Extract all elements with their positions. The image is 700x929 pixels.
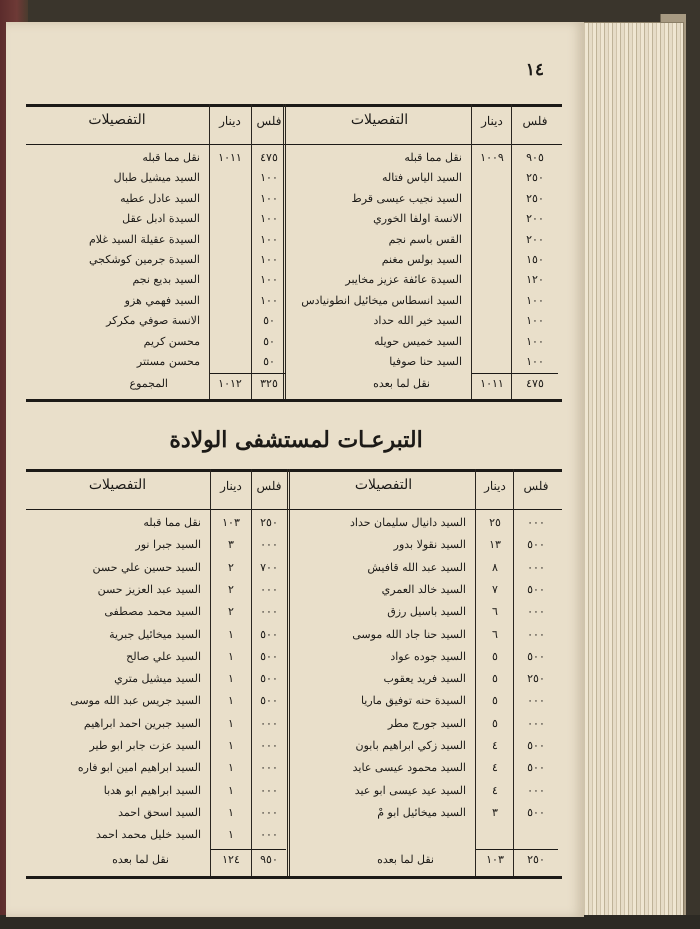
table2-right-row-details: السيد حنا جاد الله موسى	[352, 627, 466, 641]
table2-left-row-fils: ٠٠٠	[260, 739, 278, 752]
table1-left-row-details: محسن كريم	[143, 334, 200, 348]
table1-left-row-dinar	[210, 270, 250, 290]
table2-left-row-dinar: ١	[228, 649, 234, 663]
table2-left-row-details: السيد ابراهيم ابو هدبا	[103, 783, 201, 797]
table1-left-total-dinar: ١٠١٢	[218, 377, 242, 391]
table2-right-row-details: السيد جوده عواد	[390, 649, 466, 663]
table2-left-row-details: نقل مما قبله	[143, 516, 201, 529]
table2-left-row-fils: ٠٠٠	[260, 538, 278, 552]
table1-right-row-dinar	[472, 168, 512, 188]
table1-left-row-fils: ١٠٠	[260, 212, 278, 226]
table2-right-row-fils: ٠٠٠	[527, 783, 545, 797]
table2-left-row-fils: ٠٠٠	[260, 783, 278, 797]
table1-left-total-fils: ٣٢٥	[260, 377, 278, 391]
table2-right-row-dinar: ٥	[492, 716, 498, 730]
table1-left-row-fils: ١٠٠	[260, 232, 278, 246]
table1-right-row-fils: ١٠٠	[526, 314, 544, 328]
table2-right-row-fils: ٥٠٠	[527, 761, 545, 775]
table2-left-row-details: السيد ابراهيم امين ابو فاره	[77, 761, 201, 775]
table2-right-header-details: التفصيلات	[354, 477, 413, 493]
table2-right-row-fils: ٥٠٠	[527, 739, 545, 752]
table2-right-row-details: السيد جورج مطر	[387, 716, 466, 730]
table2-right-row-fils: ٠٠٠	[527, 605, 545, 619]
table1-header-rule	[26, 144, 562, 145]
table1-right-row-fils: ١٥٠	[526, 253, 544, 266]
table2-right-row-fils: ٥٠٠	[527, 649, 545, 663]
table2-right-row-fils: ٠٠٠	[527, 627, 545, 641]
table2-header-rule	[26, 509, 562, 510]
table2-left-row-fils: ٠٠٠	[260, 828, 278, 842]
table1-right-row-details: السيد حنا صوفيا	[389, 355, 462, 368]
table1-left-row-details: السيد فهمي هزو	[124, 293, 200, 307]
table2-right-row-details: السيد باسيل رزق	[387, 605, 466, 619]
table2-right-row-details: السيد خالد العمري	[381, 582, 466, 596]
table1-left-row-fils: ١٠٠	[260, 273, 278, 287]
table1-left-row-details: محسن مستتر	[136, 355, 200, 368]
table2-top-rule	[26, 469, 562, 472]
table1-left-row-dinar	[210, 311, 250, 331]
table1-left-row-details: السيد ميشيل طبال	[113, 171, 200, 185]
table2-left-row-dinar: ٢	[228, 605, 234, 619]
table1-right-row-fils: ٢٠٠	[526, 232, 544, 246]
table2-left-row-dinar: ١	[228, 672, 234, 686]
table1-right-row-details: السيد الياس فتاله	[382, 171, 462, 185]
table2-right-row-fils: ٥٠٠	[527, 582, 545, 596]
table1-right-row-fils: ١٢٠	[526, 273, 544, 287]
table1-right-row-fils: ٢٠٠	[526, 212, 544, 226]
table1-left-row-details: الانسة صوفي مكركر	[106, 314, 200, 328]
table2-right-row-dinar: ٦	[492, 627, 498, 641]
table1-top-rule	[26, 104, 562, 107]
table1-left-row-dinar	[210, 291, 250, 311]
table1-right-total-dinar: ١٠١١	[480, 377, 504, 391]
table1-left-total-details: المجموع	[129, 377, 168, 391]
table2-right-header-fils: فلس	[523, 479, 549, 493]
table1-right-row-details: السيد نجيب عيسى قرط	[351, 191, 462, 205]
table2-left-row-dinar: ١٠٣	[222, 516, 240, 529]
section-title: التبرعـات لمستشفى الولادة	[169, 427, 423, 453]
table2-left-total-dinar: ١٢٤	[222, 852, 240, 866]
table2-right-row-dinar: ٧	[492, 582, 498, 596]
table2-left-row-dinar: ١	[228, 627, 234, 641]
table2-left-row-details: السيد ميشيل متري	[114, 672, 201, 686]
table1-left-row-dinar	[210, 332, 250, 352]
table1-left-row-details: السيد عادل عطيه	[120, 191, 200, 205]
table2-left-row-details: السيد خليل محمد احمد	[95, 828, 201, 842]
table2-left-row-dinar: ١	[228, 716, 234, 730]
page-edges	[580, 22, 684, 917]
table1-left-row-details: السيد بديع نجم	[132, 273, 200, 287]
table2-left-total-details: نقل لما بعده	[112, 852, 169, 866]
table2-right-row-details: السيد محمود عيسى عايد	[352, 761, 466, 775]
table2-left-row-fils: ٧٠٠	[260, 560, 278, 574]
table2-left-row-details: السيد عزت جابر ابو طير	[89, 739, 201, 752]
table1-left-row-fils: ٥٠	[263, 355, 275, 368]
table2-left-row-fils: ٥٠٠	[260, 672, 278, 686]
table2-right-row-fils: ٠٠٠	[527, 716, 545, 730]
table2-right-row-details: السيد عبد الله قافيش	[367, 560, 466, 574]
table1-left-row-dinar	[210, 230, 250, 250]
table2-right-row-dinar: ٤	[492, 739, 498, 752]
table2-right-total-dinar: ١٠٣	[486, 852, 504, 866]
table1-right-row-details: السيدة عائفة عزيز مخايبر	[345, 273, 462, 287]
table1-right-row-details: السيد خير الله حداد	[373, 314, 462, 328]
table2-right-row-dinar: ٦	[492, 605, 498, 619]
table1-right-row-details: القس باسم نجم	[388, 232, 462, 246]
table1-left-row-dinar	[210, 168, 250, 188]
table2-left-row-details: السيد علي صالح	[126, 649, 201, 663]
table1-left-row-fils: ٤٧٥	[260, 151, 278, 164]
table1-left-row-dinar	[210, 352, 250, 372]
table1-right-total-details: نقل لما بعده	[373, 377, 430, 391]
table1-left-row-fils: ٥٠	[263, 334, 275, 348]
table1-right-row-fils: ٢٥٠	[526, 191, 544, 205]
table1-right-header-fils: فلس	[522, 114, 548, 128]
table2-left-row-fils: ٥٠٠	[260, 627, 278, 641]
table1-left-row-dinar	[210, 189, 250, 209]
table1-left-row-fils: ٥٠	[263, 314, 275, 328]
table2-right-row-fils: ٢٥٠	[527, 672, 545, 686]
table2-left-row-dinar: ٢	[228, 582, 234, 596]
table1-left-header-fils: فلس	[256, 114, 282, 128]
table2-right-header-dinar: دينار	[484, 479, 506, 493]
table2-left-row-fils: ٠٠٠	[260, 605, 278, 619]
table2-left-row-dinar: ١	[228, 739, 234, 752]
table2-right-row-fils: ٥٠٠	[527, 538, 545, 552]
table1-right-row-dinar: ١٠٠٩	[480, 151, 504, 164]
table2-left-row-fils: ٠٠٠	[260, 716, 278, 730]
table2-right-row-dinar: ٥	[492, 694, 498, 708]
page-number: ١٤	[525, 60, 544, 80]
table2-left-row-dinar: ١	[228, 805, 234, 819]
table2-left-header-fils: فلس	[256, 479, 282, 493]
table2-right-row-dinar: ٢٥	[489, 516, 501, 529]
table1-left-row-fils: ١٠٠	[260, 293, 278, 307]
table2-left-row-details: السيد محمد مصطفى	[104, 605, 201, 619]
table1-left-header-dinar: دينار	[219, 114, 241, 128]
table2-right-row-details: السيد ميخائيل ابو مْ	[377, 805, 466, 819]
table1-left-row-dinar	[210, 209, 250, 229]
table2-left-row-dinar: ١	[228, 694, 234, 708]
table2-right-row-dinar: ٥	[492, 649, 498, 663]
table1-left-row-details: السيدة عقيلة السيد غلام	[89, 232, 200, 246]
table2-right-total-details: نقل لما بعده	[377, 852, 434, 866]
table1-right-row-fils: ١٠٠	[526, 355, 544, 368]
table2-right-total-fils: ٢٥٠	[527, 852, 545, 866]
table2-bottom-rule	[26, 876, 562, 879]
table1-right-row-dinar	[472, 352, 512, 372]
table2-left-row-dinar: ١	[228, 828, 234, 842]
table2-left-header-dinar: دينار	[220, 479, 242, 493]
table2-right-row-details: السيد نقولا بدور	[393, 538, 466, 552]
table2-right-row-details: السيد دانيال سليمان حداد	[350, 516, 466, 529]
table2-left-row-dinar: ٢	[228, 560, 234, 574]
table1-left-row-fils: ١٠٠	[260, 253, 278, 266]
table2-right-row-dinar: ٤	[492, 761, 498, 775]
ledger-page	[6, 22, 584, 917]
table1-right-row-details: نقل مما قبله	[404, 151, 462, 164]
table2-left-row-fils: ٥٠٠	[260, 694, 278, 708]
table2-right-row-dinar: ٥	[492, 672, 498, 686]
table1-right-row-fils: ٩٠٥	[526, 151, 544, 164]
table2-left-row-fils: ٥٠٠	[260, 649, 278, 663]
table2-right-row-fils: ٠٠٠	[527, 560, 545, 574]
table1-left-row-details: السيدة جرمين كوشكجي	[88, 253, 200, 266]
table1-right-row-fils: ١٠٠	[526, 293, 544, 307]
table2-left-row-details: السيد اسحق احمد	[118, 805, 201, 819]
table1-left-row-fils: ١٠٠	[260, 191, 278, 205]
table2-left-row-fils: ٠٠٠	[260, 761, 278, 775]
table1-right-row-dinar	[472, 209, 512, 229]
table2-left-row-details: السيد جبرا نور	[135, 538, 201, 552]
table1-left-row-dinar	[210, 250, 250, 270]
table2-left-row-fils: ٠٠٠	[260, 805, 278, 819]
table2-right-row-dinar: ٨	[492, 560, 498, 574]
table1-left-row-details: نقل مما قبله	[142, 151, 200, 164]
table1-right-row-dinar	[472, 311, 512, 331]
table1-right-row-dinar	[472, 230, 512, 250]
table2-right-row-dinar: ٣	[492, 805, 498, 819]
table2-left-row-fils: ٢٥٠	[260, 516, 278, 529]
table2-right-row-details: السيد عيد عيسى ابو عيد	[354, 783, 466, 797]
table2-right-row-details: السيد فريد يعقوب	[383, 672, 466, 686]
table2-right-row-fils: ٠٠٠	[527, 694, 545, 708]
table1-right-row-details: السيد انسطاس ميخائيل انطونيادس	[301, 293, 462, 307]
table2-right-row-dinar: ٤	[492, 783, 498, 797]
table2-left-row-dinar: ١	[228, 761, 234, 775]
table1-left-row-dinar: ١٠١١	[218, 151, 242, 164]
table1-right-header-dinar: دينار	[481, 114, 503, 128]
table1-left-header-details: التفصيلات	[88, 112, 146, 128]
table2-left-row-dinar: ١	[228, 783, 234, 797]
table2-left-header-details: التفصيلات	[88, 477, 147, 493]
table2-left-row-details: السيد عبد العزيز حسن	[97, 582, 201, 596]
table1-right-row-details: السيد بولس مغنم	[381, 253, 462, 266]
book-shadow	[0, 915, 700, 929]
table2-left-row-details: السيد جبرين احمد ابراهيم	[83, 716, 201, 730]
table2-right-row-fils: ٠٠٠	[527, 516, 545, 529]
table1-right-row-details: السيد خميس حويله	[374, 334, 462, 348]
table2-left-row-details: السيد ميخائيل جبرية	[109, 627, 201, 641]
table2-right-row-fils: ٥٠٠	[527, 805, 545, 819]
table2-right-row-dinar: ١٣	[489, 538, 501, 552]
table2-left-row-fils: ٠٠٠	[260, 582, 278, 596]
table2-left-total-fils: ٩٥٠	[260, 852, 278, 866]
table2-right-row-details: السيدة حنه توفيق ماريا	[360, 694, 466, 708]
table1-right-header-details: التفصيلات	[350, 112, 409, 128]
table1-left-row-fils: ١٠٠	[260, 171, 278, 185]
table1-right-row-fils: ١٠٠	[526, 334, 544, 348]
table2-right-row-details: السيد زكي ابراهيم بابون	[355, 739, 466, 752]
table1-right-total-fils: ٤٧٥	[526, 377, 544, 391]
table1-right-row-dinar	[472, 250, 512, 270]
table1-right-row-fils: ٢٥٠	[526, 171, 544, 185]
table1-right-row-dinar	[472, 291, 512, 311]
table2-left-row-details: السيد حسين علي حسن	[92, 560, 201, 574]
table1-right-row-dinar	[472, 270, 512, 290]
table1-left-row-details: السيدة ادبل عقل	[122, 212, 200, 226]
table1-right-row-details: الانسة اولفا الخوري	[373, 212, 462, 226]
table2-center-divider	[287, 469, 290, 876]
table1-right-row-dinar	[472, 189, 512, 209]
table2-left-row-dinar: ٣	[228, 538, 234, 552]
table1-bottom-rule	[26, 399, 562, 402]
table2-left-row-details: السيد جريس عبد الله موسى	[70, 694, 201, 708]
table1-right-row-dinar	[472, 332, 512, 352]
